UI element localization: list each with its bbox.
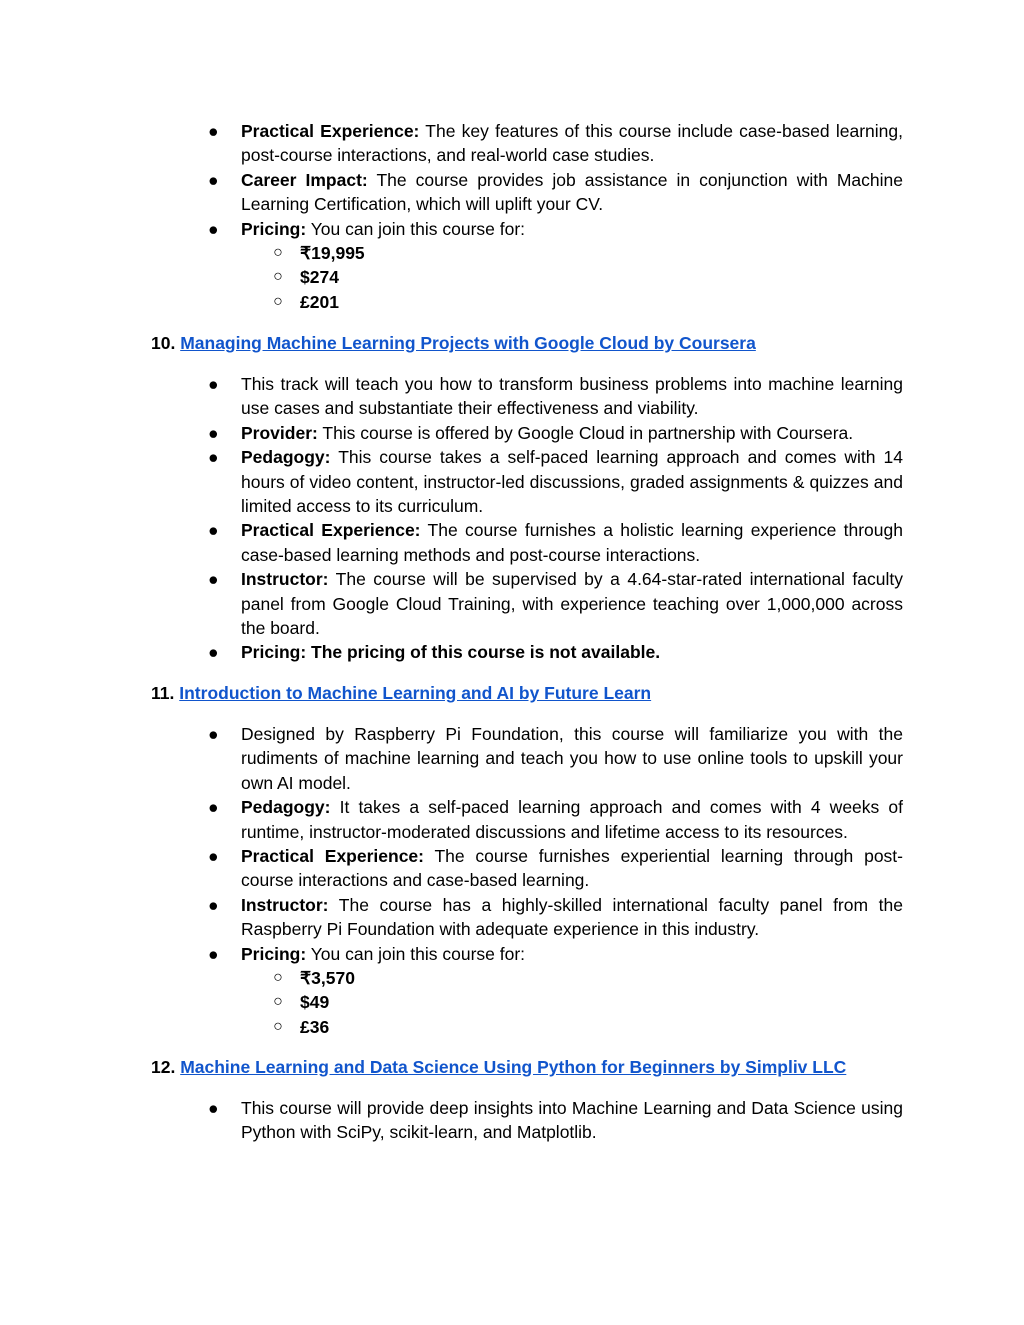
- sub-bullet-icon: ○: [273, 268, 283, 286]
- list-item: [0, 445, 903, 518]
- list-item: [0, 1096, 903, 1145]
- section-11-heading: [151, 681, 651, 705]
- course-link-simpliv[interactable]: Machine Learning and Data Science Using Python for Beginners by Simpliv LLC: [180, 1057, 847, 1077]
- item-text: You can join this course for:: [306, 943, 526, 964]
- item-label: Instructor:: [241, 569, 329, 590]
- course-link-future-learn[interactable]: Introduction to Machine Learning and AI by Future Learn: [179, 683, 652, 703]
- section-10-heading: [151, 331, 756, 355]
- price-value: ₹19,995: [300, 243, 365, 264]
- sub-bullet-icon: ○: [273, 292, 283, 310]
- item-text: It takes a self-paced learning approach and comes with 4 weeks of runtime, instructor-moderated discussions and lifetime access to its resources.: [241, 797, 903, 842]
- item-text: The course provides job assistance in conjunction with Machine Learning Certification, which will uplift your CV.: [241, 169, 903, 215]
- bullet-icon: ●: [208, 894, 219, 915]
- item-label: Provider:: [241, 422, 318, 443]
- item-label: Pricing:: [241, 218, 307, 239]
- item-text: This course is offered by Google Cloud in partnership with Coursera.: [317, 422, 854, 443]
- price-item: [0, 990, 1024, 1014]
- bullet-icon: ●: [208, 520, 219, 541]
- heading-number: 12.: [151, 1057, 176, 1077]
- price-value: ₹3,570: [300, 968, 355, 989]
- price-item: [0, 966, 1024, 990]
- list-item: [0, 168, 903, 217]
- price-item: [0, 265, 1024, 289]
- price-value: $274: [300, 267, 339, 288]
- section-12-heading: [151, 1055, 846, 1079]
- item-text: This course will provide deep insights into Machine Learning and Data Science using Python with SciPy, scikit-learn, and Matplotlib.: [241, 1098, 903, 1143]
- sub-bullet-icon: ○: [273, 969, 283, 987]
- bullet-icon: ●: [208, 724, 219, 744]
- item-label: Pricing: The pricing of this course is not available.: [241, 642, 661, 663]
- list-item: [0, 942, 903, 966]
- list-item: [0, 372, 903, 421]
- item-label: Practical Experience:: [241, 520, 421, 541]
- price-value: £36: [300, 1016, 330, 1037]
- bullet-icon: ●: [208, 169, 219, 190]
- bullet-icon: ●: [208, 374, 219, 394]
- item-label: Pedagogy:: [241, 797, 331, 818]
- section-11-bullets: [0, 722, 1024, 1039]
- bullet-icon: ●: [208, 797, 219, 818]
- item-text: This track will teach you how to transform business problems into machine learning use cases and substantiate their effectiveness and viability.: [241, 374, 903, 419]
- list-item: [0, 795, 903, 844]
- item-label: Practical Experience:: [241, 121, 420, 141]
- list-item: [0, 518, 903, 567]
- bullet-icon: ●: [208, 218, 219, 239]
- price-item: [0, 241, 1024, 265]
- section-9-bullets: [0, 119, 1024, 314]
- price-item: [0, 290, 1024, 314]
- section-10-bullets: [0, 372, 1024, 665]
- item-label: Instructor:: [241, 894, 329, 915]
- item-text: The key features of this course include case-based learning, post-course interactions, and real-world case studies.: [241, 121, 903, 166]
- course-link-google-cloud[interactable]: Managing Machine Learning Projects with Google Cloud by Coursera: [180, 333, 756, 353]
- list-item: [0, 217, 903, 241]
- bullet-icon: ●: [208, 943, 219, 964]
- sub-bullet-icon: ○: [273, 993, 283, 1011]
- item-text: The course furnishes a holistic learning experience through case-based learning methods and post-course interactions.: [241, 520, 903, 565]
- bullet-icon: ●: [208, 447, 219, 468]
- list-item: [0, 844, 903, 893]
- bullet-icon: ●: [208, 642, 219, 663]
- bullet-icon: ●: [208, 1098, 219, 1118]
- sub-bullet-icon: ○: [273, 244, 283, 262]
- list-item: [0, 722, 903, 795]
- price-value: £201: [300, 291, 339, 312]
- price-value: $49: [300, 992, 330, 1013]
- bullet-icon: ●: [208, 569, 219, 590]
- list-item: [0, 421, 903, 445]
- item-text: The course will be supervised by a 4.64-star-rated international faculty panel from Google Cloud Training, with experience teaching over 1,000,000 across the board.: [241, 569, 903, 639]
- bullet-icon: ●: [208, 846, 219, 867]
- sub-bullet-icon: ○: [273, 1017, 283, 1035]
- item-text: You can join this course for:: [306, 218, 526, 239]
- list-item: [0, 119, 903, 168]
- item-label: Practical Experience:: [241, 846, 424, 867]
- item-label: Pricing:: [241, 943, 307, 964]
- heading-number: 10.: [151, 333, 176, 353]
- item-text: Designed by Raspberry Pi Foundation, this course will familiarize you with the rudiments of machine learning and teach you how to use online tools to upskill your own AI model.: [241, 724, 903, 793]
- bullet-icon: ●: [208, 422, 219, 443]
- item-label: Pedagogy:: [241, 447, 331, 468]
- bullet-icon: ●: [208, 121, 219, 141]
- section-12-bullets: [0, 1096, 1024, 1145]
- item-text: The course has a highly-skilled international faculty panel from the Raspberry Pi Foundation with adequate experience in this industry.: [241, 894, 903, 940]
- list-item: [0, 893, 903, 942]
- list-item: [0, 640, 903, 664]
- item-label: Career Impact:: [241, 169, 368, 190]
- item-text: This course takes a self-paced learning approach and comes with 14 hours of video content, instructor-led discussions, graded assignments & quizzes and limited access to its curriculum.: [241, 447, 903, 517]
- list-item: [0, 567, 903, 640]
- item-text: The course furnishes experiential learning through post-course interactions and case-based learning.: [241, 846, 903, 891]
- price-item: [0, 1015, 1024, 1039]
- heading-number: 11.: [151, 683, 175, 703]
